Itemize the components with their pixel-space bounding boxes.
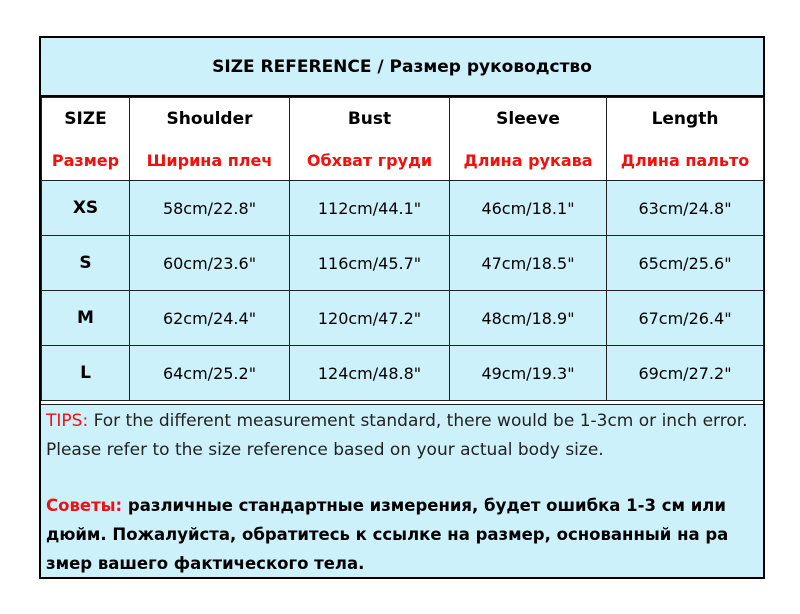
- header-bust-ru: Обхват груди: [290, 140, 450, 181]
- sleeve-cell: 47cm/18.5": [450, 236, 607, 291]
- table-row: [42, 236, 764, 291]
- length-cell: 67cm/26.4": [607, 291, 764, 346]
- sleeve-cell: 49cm/19.3": [450, 346, 607, 401]
- header-sleeve: Sleeve: [450, 98, 607, 141]
- tips-label: TIPS:: [46, 411, 89, 431]
- sleeve-cell: 48cm/18.9": [450, 291, 607, 346]
- length-cell: 65cm/25.6": [607, 236, 764, 291]
- size-chart: [39, 36, 765, 579]
- table-row: [42, 346, 764, 401]
- header-bust: Bust: [290, 98, 450, 141]
- size-cell: L: [42, 346, 130, 401]
- bust-cell: 124cm/48.8": [290, 346, 450, 401]
- tips-section: [41, 404, 763, 577]
- length-cell: 69cm/27.2": [607, 346, 764, 401]
- table-row: [42, 291, 764, 346]
- header-row-ru: [42, 140, 764, 181]
- tips-english: [46, 407, 759, 465]
- header-shoulder-ru: Ширина плеч: [130, 140, 290, 181]
- bust-cell: 116cm/45.7": [290, 236, 450, 291]
- length-cell: 63cm/24.8": [607, 181, 764, 236]
- tips-russian: [46, 491, 759, 578]
- header-size: SIZE: [42, 98, 130, 141]
- size-table: [41, 97, 764, 401]
- tips-text: For the different measurement standard, there would be 1-3cm or inch error. Please refer to the size reference based on your actual body size.: [46, 411, 748, 460]
- header-row-en: [42, 98, 764, 141]
- tips-label-ru: Советы:: [46, 496, 123, 515]
- sleeve-cell: 46cm/18.1": [450, 181, 607, 236]
- size-cell: M: [42, 291, 130, 346]
- header-size-ru: Размер: [42, 140, 130, 181]
- table-row: [42, 181, 764, 236]
- bust-cell: 112cm/44.1": [290, 181, 450, 236]
- header-length: Length: [607, 98, 764, 141]
- shoulder-cell: 64cm/25.2": [130, 346, 290, 401]
- size-cell: XS: [42, 181, 130, 236]
- header-shoulder: Shoulder: [130, 98, 290, 141]
- bust-cell: 120cm/47.2": [290, 291, 450, 346]
- chart-title: SIZE REFERENCE / Размер руководство: [41, 38, 763, 97]
- header-sleeve-ru: Длина рукава: [450, 140, 607, 181]
- header-length-ru: Длина пальто: [607, 140, 764, 181]
- tips-text-ru: различные стандартные измерения, будет ошибка 1-3 см или дюйм. Пожалуйста, обратитесь к ссылке на размер, основанный на ра змер вашего фактического тела.: [46, 496, 729, 573]
- size-cell: S: [42, 236, 130, 291]
- shoulder-cell: 58cm/22.8": [130, 181, 290, 236]
- shoulder-cell: 62cm/24.4": [130, 291, 290, 346]
- shoulder-cell: 60cm/23.6": [130, 236, 290, 291]
